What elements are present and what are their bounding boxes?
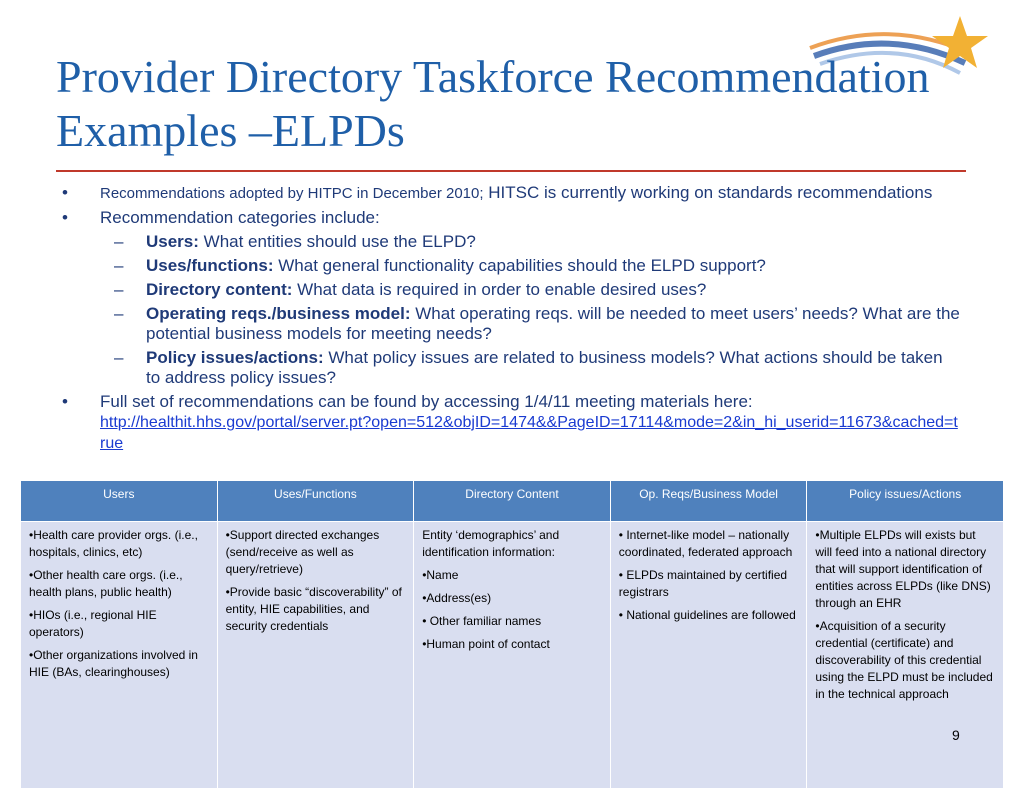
sub-bullet-text: What data is required in order to enable desired uses?	[292, 280, 707, 299]
table-cell-users	[21, 522, 218, 789]
cell-item: •Other organizations involved in HIE (BAs, clearinghouses)	[29, 648, 198, 679]
cell-item: •Name	[422, 568, 459, 582]
cell-item: •Support directed exchanges (send/receive as well as query/retrieve)	[225, 528, 380, 576]
cell-item: •Human point of contact	[422, 637, 550, 651]
sub-bullet-label: Operating reqs./business model:	[146, 304, 411, 323]
table-cell-op-reqs	[610, 522, 807, 789]
dash-marker: –	[114, 232, 124, 251]
cell-item: • ELPDs maintained by certified registrars	[618, 568, 788, 599]
sub-bullet-item	[60, 304, 960, 344]
cell-item: • Internet-like model – nationally coordinated, federated approach	[618, 528, 793, 559]
dash-marker: –	[114, 304, 124, 323]
dash-marker: –	[114, 280, 124, 299]
dash-marker: –	[114, 348, 124, 367]
sub-bullet-label: Policy issues/actions:	[146, 348, 324, 367]
sub-bullet-text: What policy issues are related to business models? What actions should be taken to address policy issues?	[146, 348, 943, 387]
cell-item: •Health care provider orgs. (i.e., hospitals, clinics, etc)	[29, 528, 198, 559]
page-number: 9	[952, 727, 960, 743]
sub-bullet-label: Users:	[146, 232, 199, 251]
sub-bullet-label: Uses/functions:	[146, 256, 274, 275]
sub-bullet-item	[60, 348, 960, 388]
cell-item: •Other health care orgs. (i.e., health plans, public health)	[29, 568, 183, 599]
table-cell-directory-content	[414, 522, 611, 789]
cell-item: • National guidelines are followed	[618, 608, 796, 622]
cell-item: •Provide basic “discoverability” of entity, HIE capabilities, and security credentials	[225, 585, 402, 633]
cell-item: •Address(es)	[422, 591, 492, 605]
sub-bullet-item	[60, 280, 960, 300]
bullet-text: Full set of recommendations can be found by accessing 1/4/11 meeting materials here:	[100, 392, 753, 411]
sub-bullet-label: Directory content:	[146, 280, 293, 299]
dash-marker: –	[114, 256, 124, 275]
column-header-users: Users	[21, 481, 218, 522]
bullet-marker: •	[62, 208, 68, 227]
bullet-item	[60, 183, 960, 204]
page-title: Provider Directory Taskforce Recommendation Examples –ELPDs	[56, 51, 930, 156]
column-header-uses-functions: Uses/Functions	[217, 481, 414, 522]
bullet-text: Recommendation categories include:	[100, 208, 380, 227]
column-header-directory-content: Directory Content	[414, 481, 611, 522]
column-header-policy-issues: Policy issues/Actions	[807, 481, 1004, 522]
bullet-list	[60, 183, 960, 458]
bullet-text: HITSC is currently working on standards recommendations	[483, 183, 933, 202]
sub-bullet-item	[60, 232, 960, 252]
table-row	[21, 522, 1004, 789]
recommendations-table	[20, 480, 1004, 789]
cell-item: •Acquisition of a security credential (certificate) and discoverability of this credential using the ELPD must be included in the technical approach	[815, 619, 993, 701]
cell-item: • Other familiar names	[422, 614, 542, 628]
bullet-marker: •	[62, 183, 68, 202]
bullet-item	[60, 208, 960, 228]
table-cell-policy-issues	[807, 522, 1004, 789]
cell-item: Entity ‘demographics’ and identification information:	[422, 528, 560, 559]
table-cell-uses-functions	[217, 522, 414, 789]
sub-bullet-item	[60, 256, 960, 276]
sub-bullet-text: What general functionality capabilities should the ELPD support?	[273, 256, 766, 275]
meeting-materials-link[interactable]: http://healthit.hhs.gov/portal/server.pt?open=512&objID=1474&&PageID=17114&mode=2&in_hi_userid=11673&cached=true	[100, 414, 958, 452]
bullet-text-part: Recommendations adopted by HITPC in December 2010;	[100, 185, 484, 202]
bullet-marker: •	[62, 392, 68, 411]
cell-item: •Multiple ELPDs will exists but will feed into a national directory that will support identification of entities across ELPDs (like DNS) through an EHR	[815, 528, 991, 610]
column-header-op-reqs: Op. Reqs/Business Model	[610, 481, 807, 522]
cell-item: •HIOs (i.e., regional HIE operators)	[29, 608, 157, 639]
title-divider	[56, 170, 966, 172]
sub-bullet-text: What operating reqs. will be needed to meet users’ needs? What are the potential business models for meeting needs?	[146, 304, 960, 343]
bullet-item	[60, 392, 960, 454]
sub-bullet-text: What entities should use the ELPD?	[198, 232, 476, 251]
table-header-row	[21, 481, 1004, 522]
